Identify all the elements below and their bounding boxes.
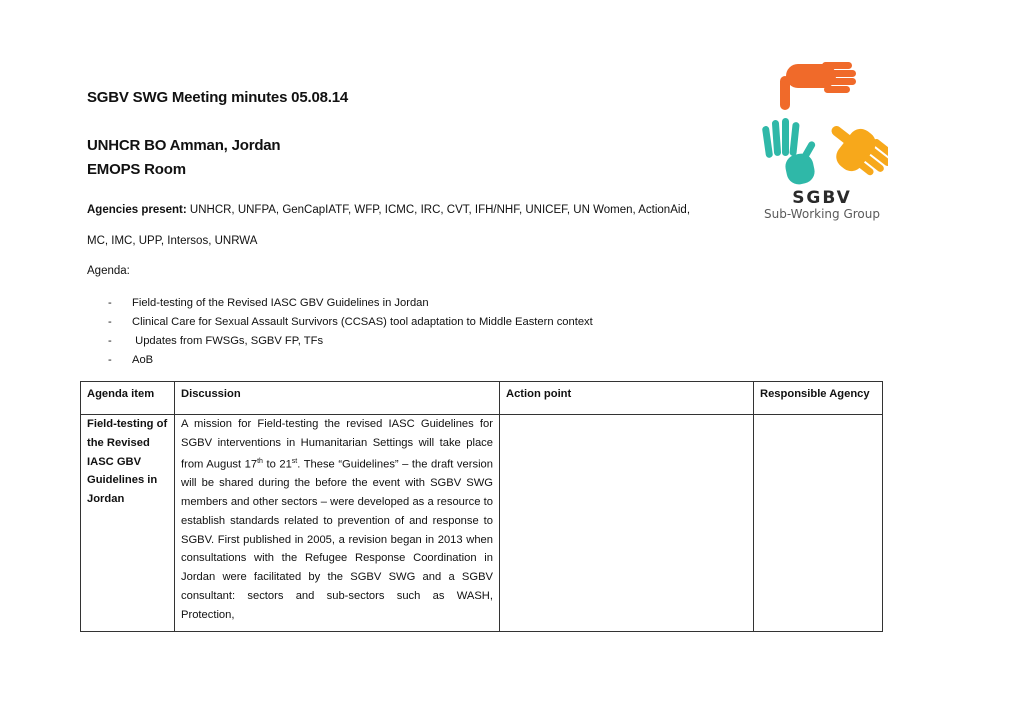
responsible-agency-cell xyxy=(754,415,883,632)
action-point-cell xyxy=(500,415,754,632)
table-header-row xyxy=(81,382,883,415)
discussion-part-c: . These “Guidelines” – the draft version will be shared during the before the event with SGBV SWG members and other sectors – were developed as a resource to establish standards related to prevention of and response to SGBV. First published in 2005, a revision began in 2013 when consultations with the Refugee Response Coordination in Jordan were facilitated by the SGBV SWG and a SGBV consultant: sectors and sub-sectors such as WASH, Protection, xyxy=(181,458,493,621)
header-agenda-item: Agenda item xyxy=(81,382,175,415)
table-row xyxy=(81,415,883,632)
logo-caption xyxy=(756,189,888,221)
agenda-list-item: - AoB xyxy=(108,351,593,370)
agenda-item-cell xyxy=(81,415,175,632)
yellow-hand-icon xyxy=(817,113,888,190)
superscript-th: th xyxy=(257,457,263,465)
header-responsible-agency: Responsible Agency xyxy=(754,382,883,415)
orange-hand-icon xyxy=(780,62,856,110)
discussion-part-a: A mission for Field-testing the revised IASC Guidelines for SGBV interventions in Humanitarian Settings will take place from August 17 xyxy=(181,418,493,471)
meeting-room: EMOPS Room xyxy=(87,161,186,178)
agencies-list-part-1: UNHCR, UNFPA, GenCapIATF, WFP, ICMC, IRC, CVT, IFH/NHF, UNICEF, UN Women, ActionAid, xyxy=(186,204,691,216)
header-discussion: Discussion xyxy=(175,382,500,415)
meeting-title: SGBV SWG Meeting minutes 05.08.14 xyxy=(87,89,348,106)
agenda-list-item: - Clinical Care for Sexual Assault Survivors (CCSAS) tool adaptation to Middle Eastern context xyxy=(108,313,593,332)
superscript-st: st xyxy=(291,457,298,465)
agencies-label: Agencies present: xyxy=(87,204,187,216)
meeting-location: UNHCR BO Amman, Jordan xyxy=(87,137,281,154)
header-action-point: Action point xyxy=(500,382,754,415)
minutes-table xyxy=(80,381,883,632)
agenda-list-item: - Updates from FWSGs, SGBV FP, TFs xyxy=(108,332,593,351)
teal-hand-icon xyxy=(762,118,817,187)
agencies-present-line-2: MC, IMC, UPP, Intersos, UNRWA xyxy=(87,235,258,247)
agencies-present-line-1 xyxy=(87,204,690,216)
agenda-list-item: - Field-testing of the Revised IASC GBV Guidelines in Jordan xyxy=(108,294,593,313)
discussion-part-b: to 21 xyxy=(262,458,292,471)
discussion-cell xyxy=(175,415,500,632)
logo-name: SGBV xyxy=(792,188,852,208)
agenda-label: Agenda: xyxy=(87,265,130,277)
agenda-item-text: Field-testing of the Revised IASC GBV Guidelines in Jordan xyxy=(87,418,168,506)
agenda-list xyxy=(108,294,593,370)
logo-subtitle: Sub-Working Group xyxy=(764,207,880,221)
discussion-text xyxy=(181,415,493,625)
